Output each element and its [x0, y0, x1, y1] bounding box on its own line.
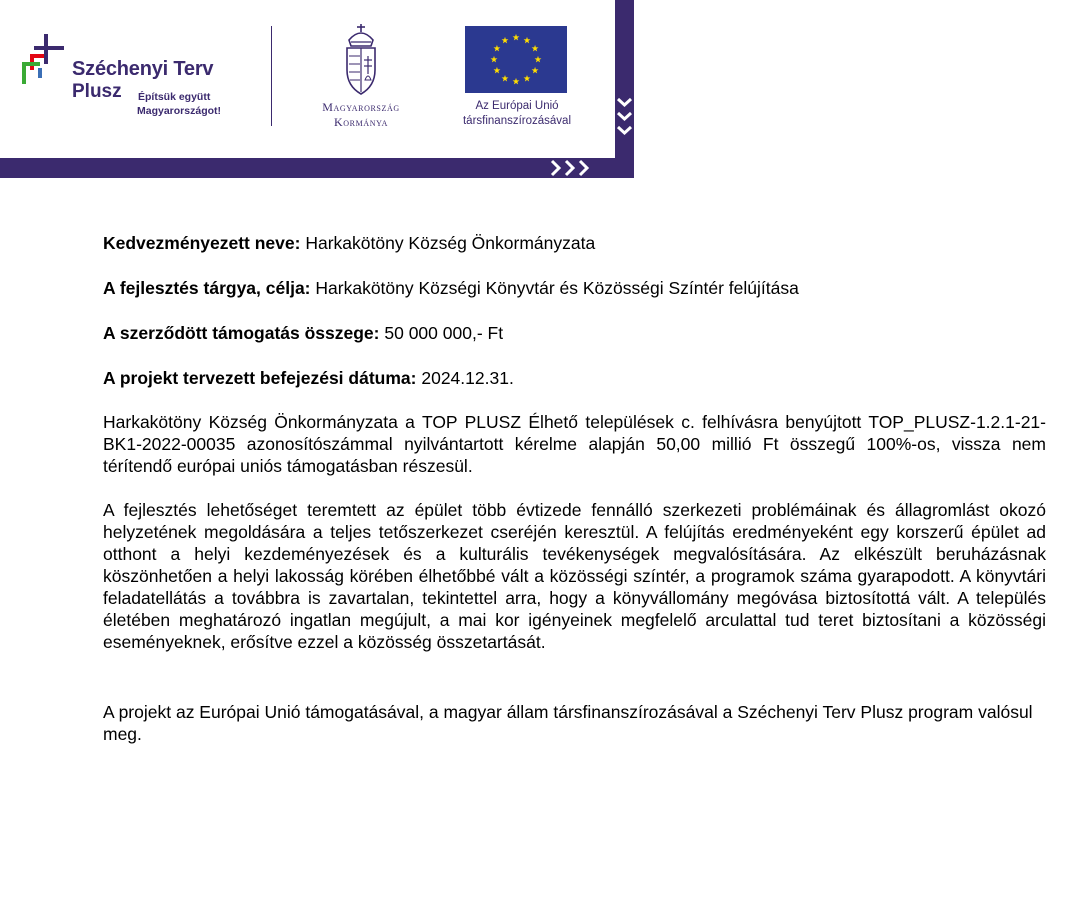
project-summary-paragraph: Harkakötöny Község Önkormányzata a TOP PLUSZ Élhető települések c. felhívásra benyújtott TOP_PLUSZ-1.2.1-21-BK1-2022-00035 azonosítószámmal nyilvántartott kérelme alapján 50,00 millió Ft összegű 100%-os, vissza nem térítendő európai uniós támogatásban részesül.: [103, 412, 1046, 476]
eu-stars-icon: [465, 26, 567, 93]
completion-date-field: [103, 367, 1046, 389]
eu-star-icon: [502, 37, 509, 44]
logo-divider: [271, 26, 272, 126]
field-label: A projekt tervezett befejezési dátuma:: [103, 368, 417, 388]
field-value: 50 000 000,- Ft: [384, 323, 504, 343]
eu-label: [448, 99, 586, 129]
funding-statement-paragraph: A projekt az Európai Unió támogatásával, a magyar állam társfinanszírozásával a Széchenyi Terv Plusz program valósul meg.: [103, 702, 1033, 744]
eu-star-icon: [524, 75, 531, 82]
government-line2: Kormánya: [334, 115, 388, 129]
project-description-paragraph: A fejlesztés lehetőséget teremtett az épület több évtizede fennálló szerkezeti problémáinak és állagromlást okozó helyzetének megoldására a teljes tetőszerkezet cseréjén keresztül. A felújítás eredményeként egy korszerű épület ad otthont a helyi kezdeményezések és a kulturális tevékenységek megvalósítására. Az elkészült beruházásnak köszönhetően a helyi lakosság körében élhetőbbé vált a közösségi színtér, a programok száma gyarapodott. A könyvtári feladatellátás a továbbra is zavartalan, tekintettel arra, hogy a könyvállomány megóvása biztosítottá vált. A település életében meghatározó ingatlan megújult, a mai kor igényeinek megfelelő arculattal tud teret biztosítani a közösségi eseményeknek, erősítve ezzel a közösség összetartását.: [103, 500, 1046, 652]
field-label: A szerződött támogatás összege:: [103, 323, 380, 343]
eu-star-icon: [494, 67, 501, 74]
field-value: 2024.12.31.: [421, 368, 514, 388]
szechenyi-slogan: [138, 90, 221, 118]
eu-flag: [465, 26, 567, 93]
eu-star-icon: [535, 56, 542, 63]
szechenyi-slogan-line1: Építsük együtt: [138, 91, 211, 103]
eu-star-icon: [491, 56, 498, 63]
government-line1: Magyarország: [322, 100, 400, 114]
eu-star-icon: [513, 34, 520, 41]
government-label: [296, 100, 426, 130]
szechenyi-title: Széchenyi Terv: [72, 58, 214, 80]
eu-star-icon: [513, 78, 520, 85]
eu-line2: társfinanszírozásával: [462, 115, 572, 127]
magyarorszag-kormanya-logo: [296, 22, 426, 132]
beneficiary-field: [103, 232, 1046, 254]
project-information: [103, 232, 1046, 767]
szechenyi-cross-icon: [20, 32, 68, 88]
eu-star-icon: [502, 75, 509, 82]
development-subject-field: [103, 277, 1046, 299]
eu-star-icon: [524, 37, 531, 44]
szechenyi-slogan-line2: Magyarországot!: [137, 105, 222, 117]
hungarian-coat-of-arms-icon: [341, 22, 381, 96]
header-bottom-band: [0, 158, 634, 178]
field-label: Kedvezményezett neve:: [103, 233, 301, 253]
field-value: Harkakötöny Községi Könyvtár és Közösségi Színtér felújítása: [315, 278, 799, 298]
eu-star-icon: [494, 45, 501, 52]
eu-star-icon: [532, 67, 539, 74]
eu-line1: Az Európai Unió: [475, 100, 559, 112]
szechenyi-plus: Plusz: [72, 81, 122, 102]
eu-star-icon: [532, 45, 539, 52]
european-union-logo: [448, 24, 598, 134]
contracted-support-field: [103, 322, 1046, 344]
chevron-down-decoration-icon: [616, 95, 633, 157]
header-banner: [0, 0, 634, 178]
chevron-right-decoration-icon: [548, 158, 596, 178]
field-label: A fejlesztés tárgya, célja:: [103, 278, 311, 298]
field-value: Harkakötöny Község Önkormányzata: [305, 233, 596, 253]
szechenyi-terv-plusz-logo: [20, 32, 260, 122]
